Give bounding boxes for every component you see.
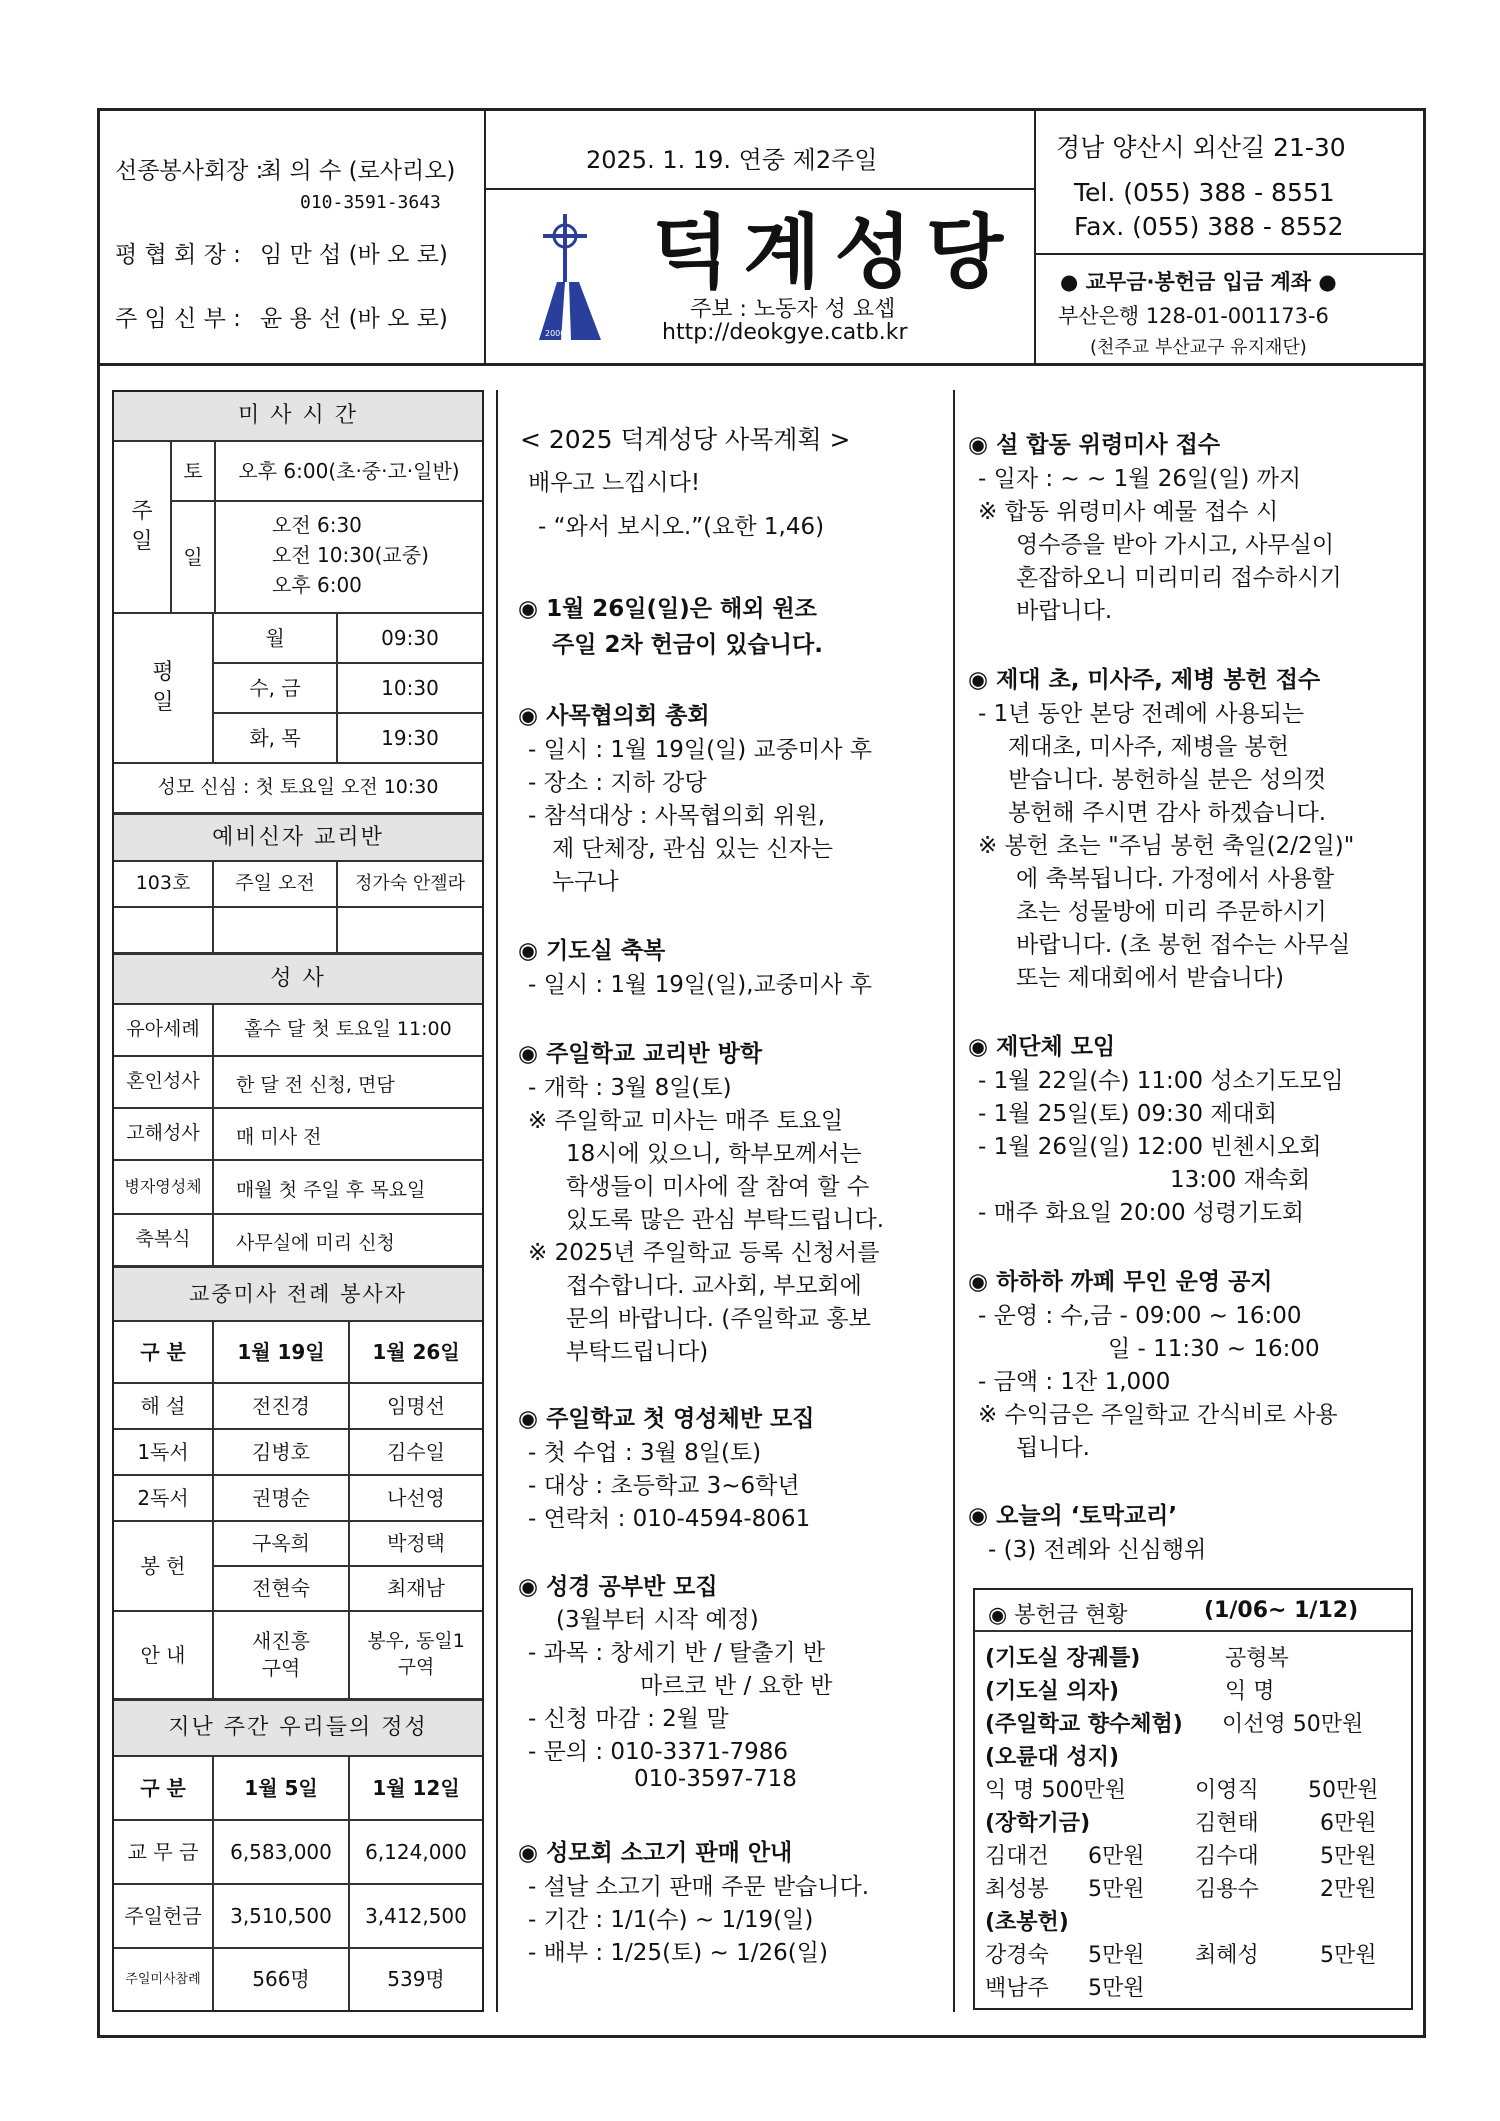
donation-line-14: 6만원 bbox=[1088, 1844, 1145, 1869]
col3-line-2: ※ 합동 위령미사 예물 접수 시 bbox=[978, 499, 1279, 525]
servers-title: 교중미사 전례 봉사자 bbox=[114, 1268, 482, 1320]
offering-row-name-1: 교 무 금 bbox=[127, 1839, 199, 1864]
role-label-3: 주 임 신 부 : bbox=[115, 306, 241, 332]
donation-line-22: 강경숙 bbox=[985, 1943, 1049, 1968]
col3-line-22: ◉ 하하하 까페 무인 운영 공지 bbox=[968, 1269, 1273, 1295]
col2-line-10: 누구나 bbox=[552, 869, 619, 895]
col2-line-4: 주일 2차 헌금이 있습니다. bbox=[552, 632, 823, 658]
donation-line-19: 김용수 bbox=[1195, 1877, 1259, 1902]
patron-saint: 주보 : 노동자 성 요셉 bbox=[690, 297, 896, 322]
guide-label: 안 내 bbox=[140, 1642, 186, 1667]
col3-line-25: - 금액 : 1잔 1,000 bbox=[978, 1369, 1171, 1395]
offering-row-b-1: 6,124,000 bbox=[365, 1839, 467, 1864]
issue-date: 2025. 1. 19. 연중 제2주일 bbox=[586, 146, 878, 174]
donation-line-18: 5만원 bbox=[1088, 1877, 1145, 1902]
col2-line-36: - 기간 : 1/1(수) ~ 1/19(일) bbox=[528, 1907, 814, 1933]
col3-line-19: - 1월 26일(일) 12:00 빈첸시오회 bbox=[978, 1134, 1322, 1160]
offerings-title: 지난 주간 우리들의 정성 bbox=[114, 1701, 482, 1755]
church-logo bbox=[535, 212, 607, 347]
col3-line-7: - 1년 동안 본당 전례에 사용되는 bbox=[978, 701, 1305, 727]
col3-line-29: - (3) 전례와 신심행위 bbox=[988, 1537, 1207, 1563]
col2-line-1: 배우고 느낍시다! bbox=[528, 470, 701, 496]
donation-line-7: 익 명 500만원 bbox=[985, 1778, 1126, 1803]
offering-row-a-2: 3,510,500 bbox=[230, 1903, 332, 1928]
col2-line-33: 010-3597-718 bbox=[634, 1766, 797, 1792]
header-divider-left bbox=[484, 108, 486, 365]
donation-line-26: 백남주 bbox=[985, 1976, 1049, 2001]
tel: Tel. (055) 388 - 8551 bbox=[1074, 178, 1335, 207]
catechumen-teacher: 정가숙 안젤라 bbox=[354, 872, 466, 894]
website: http://deokgye.catb.kr bbox=[662, 320, 908, 345]
col2-line-25: - 대상 : 초등학교 3~6학년 bbox=[528, 1473, 800, 1499]
offering-row-name-3: 주일미사참례 bbox=[125, 1971, 201, 1987]
col2-line-17: 학생들이 미사에 잘 참여 할 수 bbox=[566, 1174, 870, 1200]
col3-line-24: 일 - 11:30 ~ 16:00 bbox=[1108, 1336, 1320, 1362]
address: 경남 양산시 외산길 21-30 bbox=[1056, 133, 1346, 162]
offering-b1: 박정택 bbox=[387, 1531, 445, 1555]
weekday-time-3: 19:30 bbox=[381, 725, 439, 750]
col2-line-5: ◉ 사목협의회 총회 bbox=[518, 703, 710, 729]
donation-line-15: 김수대 bbox=[1195, 1844, 1259, 1869]
col2-line-21: 문의 바랍니다. (주일학교 홍보 bbox=[566, 1306, 871, 1332]
donation-line-0: (기도실 장궤틀) bbox=[985, 1646, 1141, 1671]
offerings-head-date2: 1월 12일 bbox=[372, 1775, 460, 1800]
col2-line-30: 마르코 반 / 요한 반 bbox=[640, 1673, 833, 1699]
reading2-b: 나선영 bbox=[387, 1485, 445, 1510]
donations-title-underline bbox=[975, 1630, 1411, 1632]
haeseol-a: 전진경 bbox=[252, 1393, 310, 1418]
donation-line-27: 5만원 bbox=[1088, 1976, 1145, 2001]
offering-row-a-1: 6,583,000 bbox=[230, 1839, 332, 1864]
donation-line-13: 김대건 bbox=[985, 1844, 1049, 1869]
haeseol-b: 임명선 bbox=[387, 1393, 445, 1418]
col3-line-23: - 운영 : 수,금 - 09:00 ~ 16:00 bbox=[978, 1303, 1302, 1329]
col2-line-32: - 문의 : 010-3371-7986 bbox=[528, 1739, 788, 1765]
offerings-head-date1: 1월 5일 bbox=[244, 1775, 318, 1800]
col2-line-24: - 첫 수업 : 3월 8일(토) bbox=[528, 1440, 762, 1466]
col2-line-2: - “와서 보시오.”(요한 1,46) bbox=[538, 514, 825, 540]
sacrament-name-4: 병자영성체 bbox=[124, 1177, 202, 1197]
reading2-a: 권명순 bbox=[252, 1485, 310, 1510]
col2-line-9: 제 단체장, 관심 있는 신자는 bbox=[552, 836, 833, 862]
offering-a2: 전현숙 bbox=[252, 1576, 310, 1600]
col3-line-17: - 1월 22일(수) 11:00 성소기도모임 bbox=[978, 1068, 1344, 1094]
offering-a1: 구옥희 bbox=[252, 1531, 310, 1555]
col3-line-3: 영수증을 받아 가시고, 사무실이 bbox=[1016, 532, 1335, 558]
role-name-1: 최 의 수 (로사리오) bbox=[260, 158, 456, 184]
col2-line-8: - 참석대상 : 사목협의회 위원, bbox=[528, 803, 826, 829]
donation-line-21: (초봉헌) bbox=[985, 1910, 1069, 1935]
sacrament-value-4: 매월 첫 주일 후 목요일 bbox=[236, 1179, 426, 1201]
col2-line-15: ※ 주일학교 미사는 매주 토요일 bbox=[528, 1108, 844, 1134]
col2-line-29: - 과목 : 창세기 반 / 탈출기 반 bbox=[528, 1640, 826, 1666]
donation-line-2: (기도실 의자) bbox=[985, 1679, 1120, 1704]
servers-head-date1: 1월 19일 bbox=[237, 1339, 325, 1364]
offering-row-name-2: 주일헌금 bbox=[124, 1903, 202, 1928]
servers-head-date2: 1월 26일 bbox=[372, 1339, 460, 1364]
donation-line-3: 익 명 bbox=[1225, 1679, 1275, 1704]
role-label-2: 평 협 회 장 : bbox=[115, 242, 241, 268]
offering-label: 봉 헌 bbox=[140, 1553, 186, 1578]
col2-line-13: ◉ 주일학교 교리반 방학 bbox=[518, 1041, 763, 1067]
col3-line-9: 받습니다. 봉헌하실 분은 성의껏 bbox=[1008, 767, 1327, 793]
col3-line-21: - 매주 화요일 20:00 성령기도회 bbox=[978, 1200, 1305, 1226]
sacrament-value-1: 홀수 달 첫 토요일 11:00 bbox=[244, 1018, 452, 1041]
donation-line-9: 50만원 bbox=[1308, 1778, 1379, 1803]
col2-line-3: ◉ 1월 26일(일)은 해외 원조 bbox=[518, 596, 817, 622]
col3-line-4: 혼잡하오니 미리미리 접수하시기 bbox=[1016, 565, 1342, 591]
mass-sunday-label: 주 일 bbox=[131, 499, 153, 554]
offerings-head-label: 구 분 bbox=[140, 1775, 186, 1800]
col2-line-0: < 2025 덕계성당 사목계획 > bbox=[520, 425, 851, 454]
donation-line-8: 이영직 bbox=[1195, 1778, 1259, 1803]
col2-line-18: 있도록 많은 관심 부탁드립니다. bbox=[566, 1207, 885, 1233]
offering-row-a-3: 566명 bbox=[252, 1967, 310, 1991]
col2-line-20: 접수합니다. 교사회, 부모회에 bbox=[566, 1273, 862, 1299]
col3-line-18: - 1월 25일(토) 09:30 제대회 bbox=[978, 1101, 1277, 1127]
col2-line-26: - 연락처 : 010-4594-8061 bbox=[528, 1506, 811, 1532]
col3-line-6: ◉ 제대 초, 미사주, 제병 봉헌 접수 bbox=[968, 667, 1321, 693]
role-phone: 010-3591-3643 bbox=[300, 192, 441, 213]
mass-note: 성모 신심 : 첫 토요일 오전 10:30 bbox=[157, 776, 439, 799]
guide-b: 봉우, 동일1 구역 bbox=[367, 1630, 465, 1678]
col3-line-0: ◉ 설 합동 위령미사 접수 bbox=[968, 432, 1221, 458]
col3-line-14: 바랍니다. (초 봉헌 접수는 사무실 bbox=[1016, 932, 1351, 958]
col3-line-12: 에 축복됩니다. 가정에서 사용할 bbox=[1016, 866, 1335, 892]
sacraments-title: 성 사 bbox=[114, 955, 482, 1003]
col2-line-19: ※ 2025년 주일학교 등록 신청서를 bbox=[528, 1240, 880, 1266]
col2-line-14: - 개학 : 3월 8일(토) bbox=[528, 1075, 732, 1101]
col3-line-20: 13:00 재속회 bbox=[1170, 1167, 1311, 1193]
sacrament-name-2: 혼인성사 bbox=[126, 1070, 200, 1093]
col3-line-11: ※ 봉헌 초는 "주님 봉헌 축일(2/2일)" bbox=[978, 833, 1355, 859]
donation-line-5: 이선영 50만원 bbox=[1222, 1712, 1364, 1737]
sacrament-value-3: 매 미사 전 bbox=[236, 1126, 322, 1148]
header-divider-right bbox=[1034, 108, 1036, 365]
col2-line-31: - 신청 마감 : 2월 말 bbox=[528, 1706, 729, 1732]
col2-line-6: - 일시 : 1월 19일(일) 교중미사 후 bbox=[528, 737, 872, 763]
col3-line-27: 됩니다. bbox=[1016, 1435, 1090, 1461]
catechumen-title: 예비신자 교리반 bbox=[114, 815, 482, 860]
col-divider-1 bbox=[496, 390, 498, 2012]
mass-title: 미 사 시 간 bbox=[114, 392, 482, 440]
col2-line-22: 부탁드립니다) bbox=[566, 1339, 709, 1365]
col3-line-5: 바랍니다. bbox=[1016, 598, 1113, 624]
donation-line-16: 5만원 bbox=[1320, 1844, 1377, 1869]
col-divider-2 bbox=[953, 390, 955, 2012]
catechumen-room: 103호 bbox=[135, 872, 191, 895]
guide-a: 새진흥 구역 bbox=[252, 1629, 310, 1680]
col3-line-13: 초는 성물방에 미리 주문하시기 bbox=[1016, 899, 1327, 925]
address-underline bbox=[1034, 253, 1426, 255]
donations-title: ◉ 봉헌금 현황 bbox=[988, 1603, 1128, 1628]
donation-line-24: 최혜성 bbox=[1195, 1943, 1259, 1968]
role-name-2: 임 만 섭 (바 오 로) bbox=[260, 242, 448, 268]
role-name-3: 윤 용 선 (바 오 로) bbox=[260, 306, 448, 332]
col2-line-12: - 일시 : 1월 19일(일),교중미사 후 bbox=[528, 972, 872, 998]
donation-line-25: 5만원 bbox=[1320, 1943, 1377, 1968]
fax: Fax. (055) 388 - 8552 bbox=[1074, 212, 1344, 241]
offering-row-b-2: 3,412,500 bbox=[365, 1903, 467, 1928]
donation-line-10: (장학기금) bbox=[985, 1811, 1091, 1836]
donation-line-4: (주일학교 향수체험) bbox=[985, 1712, 1183, 1737]
donation-line-23: 5만원 bbox=[1088, 1943, 1145, 1968]
weekday-day-3: 화, 목 bbox=[249, 725, 301, 750]
reading1-label: 1독서 bbox=[137, 1439, 189, 1464]
account-title: ● 교무금·봉헌금 입금 계좌 ● bbox=[1060, 270, 1337, 294]
col2-line-37: - 배부 : 1/25(토) ~ 1/26(일) bbox=[528, 1940, 828, 1966]
col3-line-10: 봉헌해 주시면 감사 하겠습니다. bbox=[1008, 800, 1327, 826]
col2-line-11: ◉ 기도실 축복 bbox=[518, 938, 666, 964]
mass-sat-time: 오후 6:00(초·중·고·일반) bbox=[238, 458, 460, 483]
weekday-time-2: 10:30 bbox=[381, 675, 439, 700]
haeseol-label: 해 설 bbox=[140, 1393, 186, 1418]
sacrament-name-1: 유아세례 bbox=[126, 1018, 200, 1041]
donation-line-1: 공형복 bbox=[1225, 1646, 1289, 1671]
mass-sat-label: 토 bbox=[183, 458, 203, 483]
header-bottom-line bbox=[97, 363, 1426, 366]
account-number: 부산은행 128-01-001173-6 bbox=[1058, 304, 1329, 328]
account-holder: (천주교 부산교구 유지재단) bbox=[1090, 337, 1307, 358]
col2-line-35: - 설날 소고기 판매 주문 받습니다. bbox=[528, 1874, 869, 1900]
church-name: 덕계성당 bbox=[652, 206, 1018, 299]
weekday-day-1: 월 bbox=[265, 625, 285, 650]
col3-line-1: - 일자 : ~ ~ 1월 26일(일) 까지 bbox=[978, 466, 1302, 492]
col2-line-16: 18시에 있으니, 학부모께서는 bbox=[566, 1141, 862, 1167]
sacrament-name-5: 축복식 bbox=[135, 1228, 191, 1251]
weekday-time-1: 09:30 bbox=[381, 625, 439, 650]
sacrament-value-5: 사무실에 미리 신청 bbox=[236, 1232, 395, 1254]
col3-line-15: 또는 제대회에서 받습니다) bbox=[1016, 965, 1284, 991]
col3-line-28: ◉ 오늘의 ‘토막교리’ bbox=[968, 1503, 1178, 1529]
mass-weekday-label: 평 일 bbox=[152, 660, 174, 715]
weekday-day-2: 수, 금 bbox=[249, 675, 301, 700]
donation-line-11: 김현태 bbox=[1195, 1811, 1259, 1836]
col3-line-26: ※ 수익금은 주일학교 간식비로 사용 bbox=[978, 1402, 1338, 1428]
servers-head-label: 구 분 bbox=[140, 1339, 186, 1364]
donation-line-6: (오륜대 성지) bbox=[985, 1745, 1120, 1770]
col2-line-23: ◉ 주일학교 첫 영성체반 모집 bbox=[518, 1406, 815, 1432]
col2-line-34: ◉ 성모회 소고기 판매 안내 bbox=[518, 1840, 793, 1866]
role-label-1: 선종봉사회장 : bbox=[115, 158, 264, 184]
col2-line-28: (3월부터 시작 예정) bbox=[556, 1607, 759, 1633]
mass-sun-times: 오전 6:30 오전 10:30(교중) 오후 6:00 bbox=[272, 513, 429, 597]
reading1-b: 김수일 bbox=[387, 1439, 445, 1464]
col3-line-8: 제대초, 미사주, 제병을 봉헌 bbox=[1008, 734, 1289, 760]
donation-line-12: 6만원 bbox=[1320, 1811, 1377, 1836]
reading2-label: 2독서 bbox=[137, 1485, 189, 1510]
offering-b2: 최재남 bbox=[387, 1576, 445, 1600]
donations-period: (1/06~ 1/12) bbox=[1204, 1598, 1359, 1623]
sacrament-value-2: 한 달 전 신청, 면담 bbox=[236, 1074, 395, 1096]
donation-line-20: 2만원 bbox=[1320, 1877, 1377, 1902]
col2-line-7: - 장소 : 지하 강당 bbox=[528, 770, 707, 796]
col3-line-16: ◉ 제단체 모임 bbox=[968, 1034, 1116, 1060]
col2-line-27: ◉ 성경 공부반 모집 bbox=[518, 1574, 718, 1600]
svg-text:2000: 2000 bbox=[545, 329, 566, 338]
donation-line-17: 최성봉 bbox=[985, 1877, 1049, 1902]
offering-row-b-3: 539명 bbox=[387, 1967, 445, 1991]
reading1-a: 김병호 bbox=[252, 1439, 310, 1464]
sacrament-name-3: 고해성사 bbox=[126, 1122, 200, 1145]
catechumen-time: 주일 오전 bbox=[235, 872, 315, 895]
mass-sun-label: 일 bbox=[183, 544, 203, 569]
